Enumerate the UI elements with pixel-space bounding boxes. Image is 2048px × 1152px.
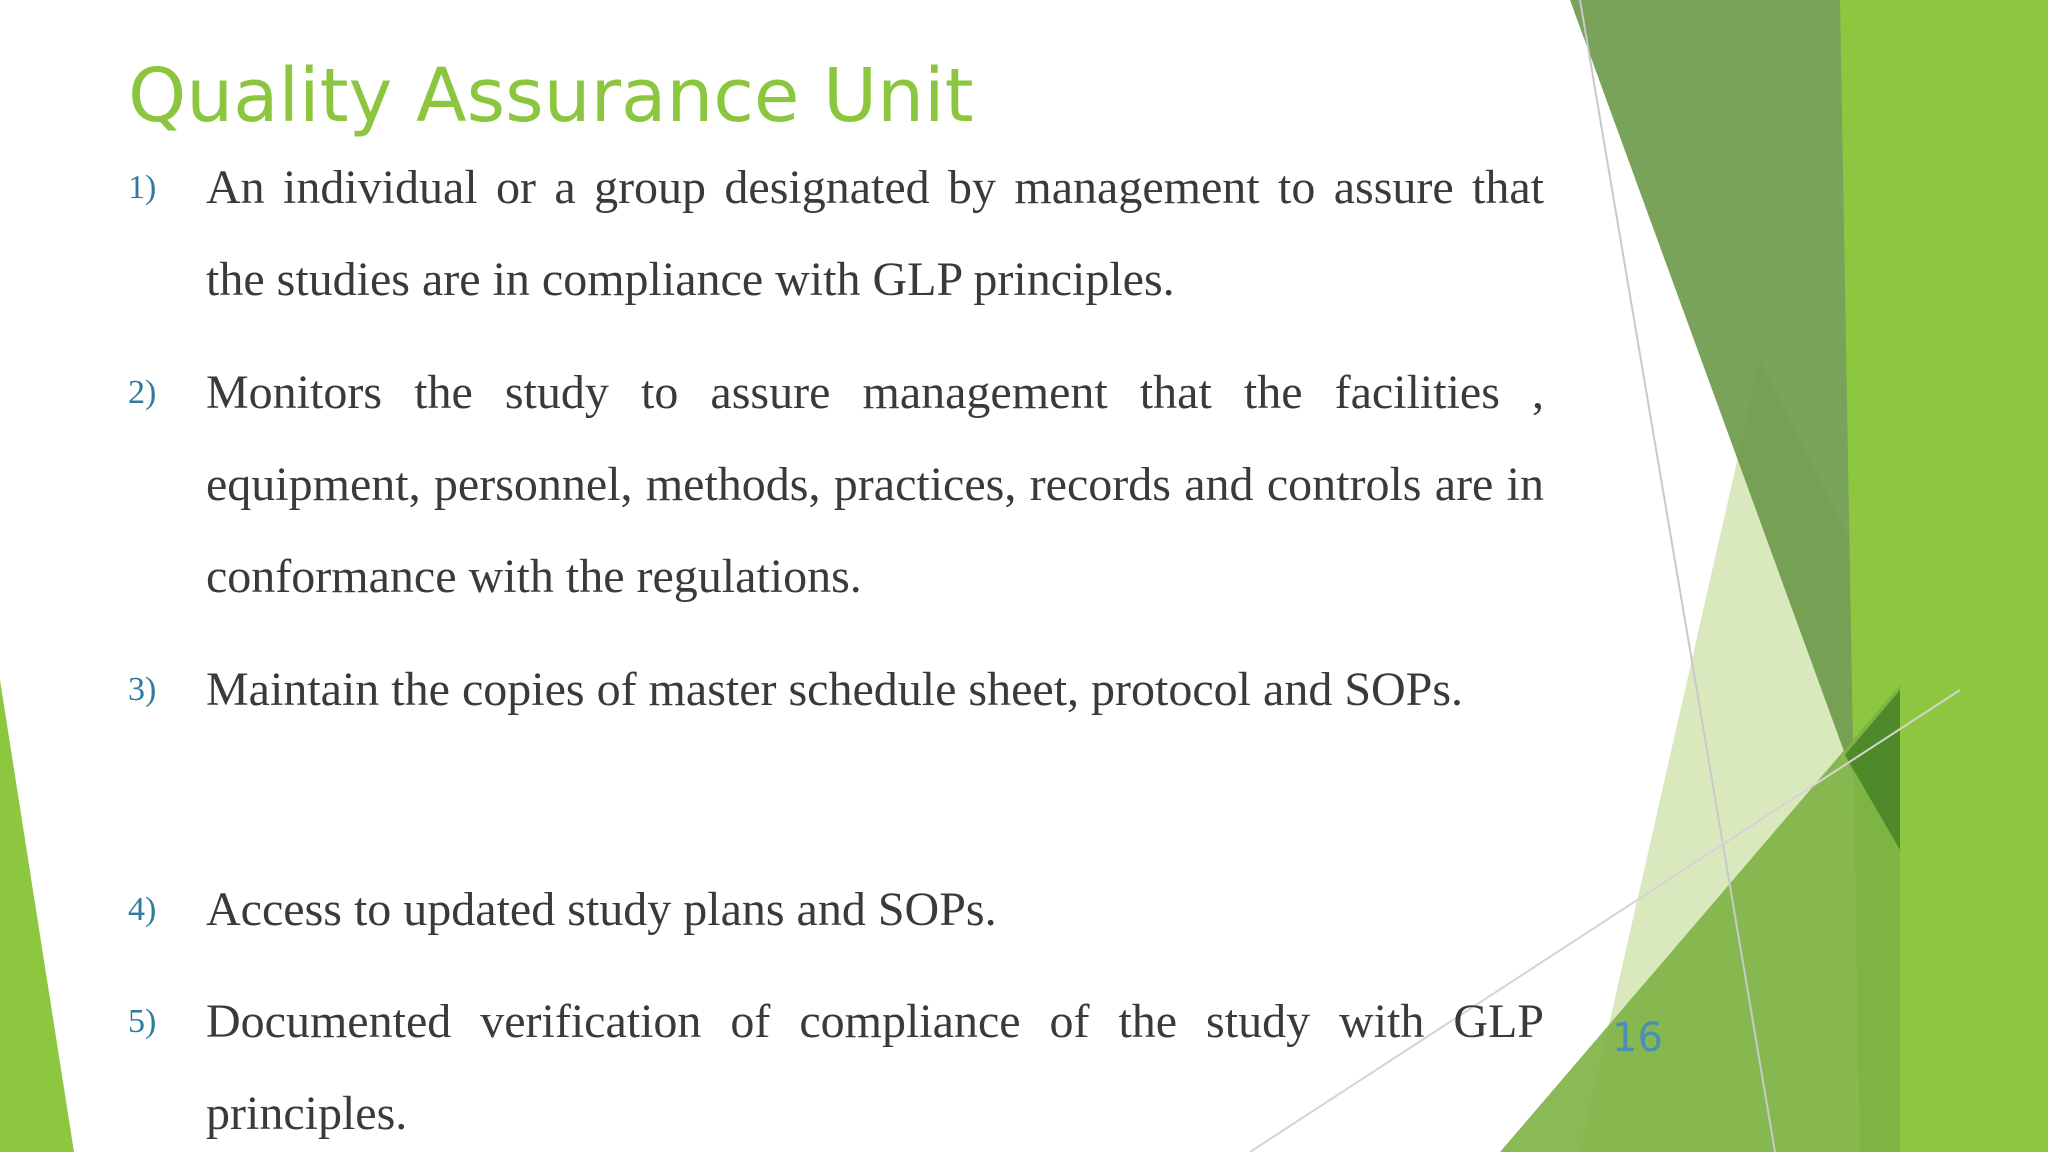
list-item-text: Documented verification of compliance of the study with GLP principles. xyxy=(206,995,1544,1140)
list-item-text: Monitors the study to assure management that the facilities , equipment, personnel, methods, practices, records and controls are in conformance with the regulations. xyxy=(206,366,1544,603)
list-item-text: An individual or a group designated by management to assure that the studies are in compliance with GLP principles. xyxy=(206,161,1544,306)
list-item-text: Maintain the copies of master schedule sheet, protocol and SOPs. xyxy=(206,663,1464,716)
list-item-number: 5) xyxy=(128,1003,157,1040)
list-item-number: 3) xyxy=(128,671,157,708)
list-item-number: 2) xyxy=(128,374,157,411)
list-item-number: 1) xyxy=(128,169,157,206)
list-item-number: 4) xyxy=(128,891,157,928)
slide-page-number: 16 xyxy=(1612,1015,1663,1061)
slide-title: Quality Assurance Unit xyxy=(128,53,974,139)
list-item-text: Access to updated study plans and SOPs. xyxy=(206,883,997,936)
